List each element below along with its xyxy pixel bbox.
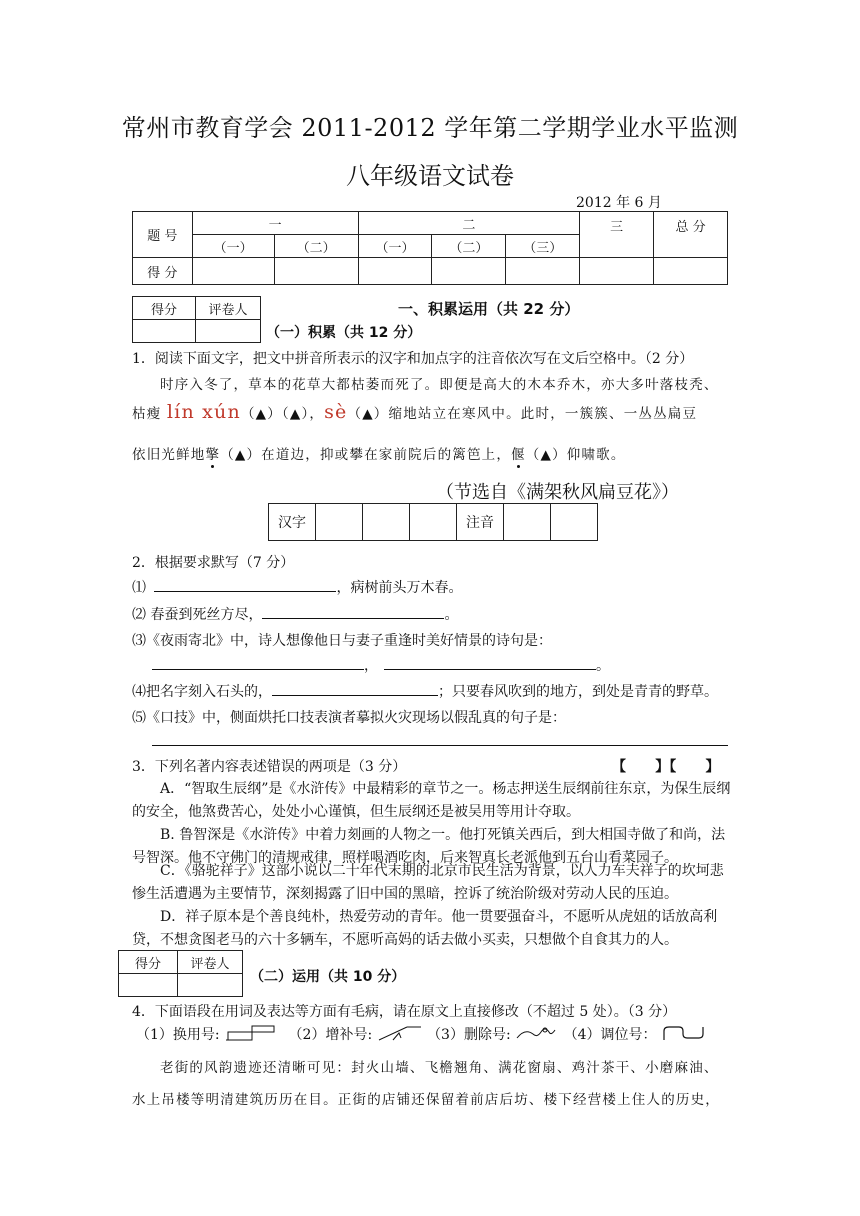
q2-blank[interactable] bbox=[272, 681, 438, 696]
grader-score-cell[interactable] bbox=[133, 320, 196, 343]
q1-text: 枯瘦 bbox=[132, 406, 162, 422]
insert-mark-icon bbox=[377, 1024, 423, 1046]
section-1-sub2-heading: （二）运用（共 10 分） bbox=[250, 969, 406, 985]
q2-item-3: ⑶《夜雨寄北》中，诗人想像他日与妻子重逢时美好情景的诗句是： bbox=[132, 633, 552, 649]
q1-zhuyin-cell[interactable] bbox=[504, 504, 551, 541]
q2-item-1 bbox=[132, 577, 462, 597]
grader-box-2 bbox=[118, 950, 243, 997]
grader-box-1 bbox=[132, 296, 261, 343]
score-cell[interactable] bbox=[358, 258, 432, 285]
q2-blank[interactable] bbox=[152, 655, 364, 670]
q1-dotted-char-1: 擎 bbox=[205, 447, 221, 463]
q2-item-4 bbox=[132, 681, 718, 701]
q3-option-b: B. 鲁智深是《水浒传》中着力刻画的人物之一。他打死镇关西后，到大相国寺做了和尚，法号智深。他不守佛门的清规戒律，照样喝酒吃肉，后来智真长老派他到五台山看菜园子。 bbox=[132, 827, 726, 866]
delete-mark-icon bbox=[515, 1024, 559, 1046]
q2-item-text: ，病树前头万木春。 bbox=[336, 580, 463, 596]
grader-name-label: 评卷人 bbox=[178, 951, 243, 974]
score-cell[interactable] bbox=[580, 258, 654, 285]
exam-title-line1: 常州市教育学会 2011-2012 学年第二学期学业水平监测 bbox=[121, 114, 739, 142]
q2-blank[interactable] bbox=[154, 577, 336, 592]
score-table-label-defen: 得 分 bbox=[133, 258, 193, 285]
q4-mark-label: （4）调位号： bbox=[563, 1027, 657, 1043]
q2-item-2 bbox=[132, 604, 458, 624]
q1-text: （▲）（▲）， bbox=[240, 406, 325, 422]
grader-score-label: 得分 bbox=[133, 297, 196, 320]
q1-pinyin-1: lín xún bbox=[166, 401, 241, 423]
section-1-heading: 一、积累运用（共 22 分） bbox=[398, 300, 580, 318]
q1-text: 依旧光鲜地 bbox=[132, 447, 206, 463]
q2-item-5: ⑸《口技》中，侧面烘托口技表演者摹拟火灾现场以假乱真的句子是： bbox=[132, 710, 566, 726]
score-table-total: 总 分 bbox=[654, 212, 728, 258]
score-table-section-2: 二 bbox=[358, 212, 580, 235]
q1-hanzi-cell[interactable] bbox=[363, 504, 410, 541]
q1-passage-line3 bbox=[132, 443, 626, 463]
q1-source: （节选自《满架秋风扁豆花》） bbox=[436, 482, 679, 503]
q2-answer-line[interactable] bbox=[152, 745, 728, 746]
q4-marks-legend bbox=[136, 1024, 707, 1046]
q2-comma: ， bbox=[364, 658, 378, 674]
score-table-section-3: 三 bbox=[580, 212, 654, 258]
q1-text: （▲）缩地站立在寒风中。此时，一簇簇、一丛丛扁豆 bbox=[347, 406, 698, 422]
q2-item-3-blanks bbox=[152, 655, 610, 675]
q1-pinyin-2: sè bbox=[324, 401, 348, 423]
q3-answer-brackets[interactable]: 【 】【 】 bbox=[612, 759, 720, 775]
exam-date: 2012 年 6 月 bbox=[576, 195, 662, 211]
q1-text: （▲）仰啸歌。 bbox=[525, 447, 626, 463]
q2-item-text: 春蚕到死丝方尽， bbox=[150, 607, 263, 623]
q1-passage-line1: 时序入冬了，草本的花草大都枯萎而死了。即便是高大的木本乔木，亦大多叶落枝秃、 bbox=[160, 377, 719, 393]
q1-passage-line2 bbox=[132, 401, 697, 423]
grader-score-label: 得分 bbox=[119, 951, 178, 974]
q1-zhuyin-label: 注音 bbox=[457, 504, 504, 541]
exam-title-line2: 八年级语文试卷 bbox=[346, 162, 514, 190]
grader-name-cell[interactable] bbox=[196, 320, 261, 343]
score-cell[interactable] bbox=[654, 258, 728, 285]
q4-passage-line2: 水上吊楼等明清建筑历历在目。正街的店铺还保留着前店后坊、楼下经营楼上住人的历史， bbox=[132, 1092, 720, 1108]
score-cell[interactable] bbox=[506, 258, 580, 285]
q4-mark-label: （1）换用号: bbox=[136, 1027, 220, 1043]
q2-blank[interactable] bbox=[384, 655, 596, 670]
q2-blank[interactable] bbox=[262, 604, 444, 619]
q2-prompt: 2．根据要求默写（7 分） bbox=[132, 555, 295, 571]
grader-score-cell[interactable] bbox=[119, 974, 178, 997]
q1-zhuyin-cell[interactable] bbox=[551, 504, 598, 541]
q1-hanzi-label: 汉字 bbox=[269, 504, 316, 541]
score-cell[interactable] bbox=[274, 258, 358, 285]
q1-dotted-char-2: 偃 bbox=[511, 447, 526, 463]
q1-hanzi-cell[interactable] bbox=[316, 504, 363, 541]
q3-option-a: A．“智取生辰纲”是《水浒传》中最精彩的章节之一。杨志押送生辰纲前往东京，为保生辰纲的安全，他煞费苦心，处处小心谨慎，但生辰纲还是被吴用等用计夺取。 bbox=[132, 781, 731, 820]
q3-option-d: D．祥子原本是个善良纯朴，热爱劳动的青年。他一贯要强奋斗，不愿听从虎妞的话放高利贷，不想贪图老马的六十多辆车，不愿听高妈的话去做小买卖，只想做个自食其力的人。 bbox=[132, 909, 718, 948]
q4-mark-label: （3）删除号: bbox=[427, 1027, 511, 1043]
replace-mark-icon bbox=[224, 1024, 278, 1046]
grader-name-cell[interactable] bbox=[178, 974, 243, 997]
score-cell[interactable] bbox=[432, 258, 506, 285]
q1-answer-table bbox=[268, 503, 598, 541]
transpose-mark-icon bbox=[661, 1024, 707, 1046]
score-table-sub-2-3: （三） bbox=[506, 235, 580, 258]
q2-item-number: ⑴ bbox=[132, 580, 146, 596]
q1-hanzi-cell[interactable] bbox=[410, 504, 457, 541]
score-table-sub-2-2: （二） bbox=[432, 235, 506, 258]
q3-option-c: C．《骆驼祥子》这部小说以二十年代末期的北京市民生活为背景，以人力车夫祥子的坎坷悲惨生活遭遇为主要情节，深刻揭露了旧中国的黑暗，控诉了统治阶级对劳动人民的压迫。 bbox=[132, 863, 724, 902]
score-table-sub-2-1: （一） bbox=[358, 235, 432, 258]
q2-item-text: ；只要春风吹到的地方，到处是青青的野草。 bbox=[438, 684, 718, 700]
q2-item-number: ⑵ bbox=[132, 607, 146, 623]
q2-item-end: 。 bbox=[444, 607, 459, 623]
score-table-section-1: 一 bbox=[192, 212, 358, 235]
score-cell[interactable] bbox=[192, 258, 274, 285]
score-table-sub-1-2: （二） bbox=[274, 235, 358, 258]
section-1-sub1-heading: （一）积累（共 12 分） bbox=[266, 325, 422, 341]
q4-passage-line1: 老街的风韵遗迹还清晰可见：封火山墙、飞檐翘角、满花窗扇、鸡汁茶干、小磨麻油、 bbox=[160, 1060, 719, 1076]
q4-mark-label: （2）增补号: bbox=[288, 1027, 373, 1043]
score-table bbox=[132, 211, 728, 285]
q1-text: （▲）在道边，抑或攀在家前院后的篱笆上， bbox=[220, 447, 512, 463]
q2-end: 。 bbox=[596, 658, 610, 674]
grader-name-label: 评卷人 bbox=[196, 297, 261, 320]
score-table-sub-1-1: （一） bbox=[192, 235, 274, 258]
q2-item-text: ⑷把名字刻入石头的， bbox=[132, 684, 272, 700]
score-table-label-tihao: 题 号 bbox=[133, 212, 193, 258]
q4-prompt: 4．下面语段在用词及表达等方面有毛病，请在原文上直接修改（不超过 5 处）。（3 分） bbox=[132, 1004, 677, 1020]
q3-prompt: 3．下列名著内容表述错误的两项是（3 分） bbox=[132, 759, 407, 775]
q1-prompt: 1．阅读下面文字，把文中拼音所表示的汉字和加点字的注音依次写在文后空格中。（2 分） bbox=[132, 351, 694, 367]
